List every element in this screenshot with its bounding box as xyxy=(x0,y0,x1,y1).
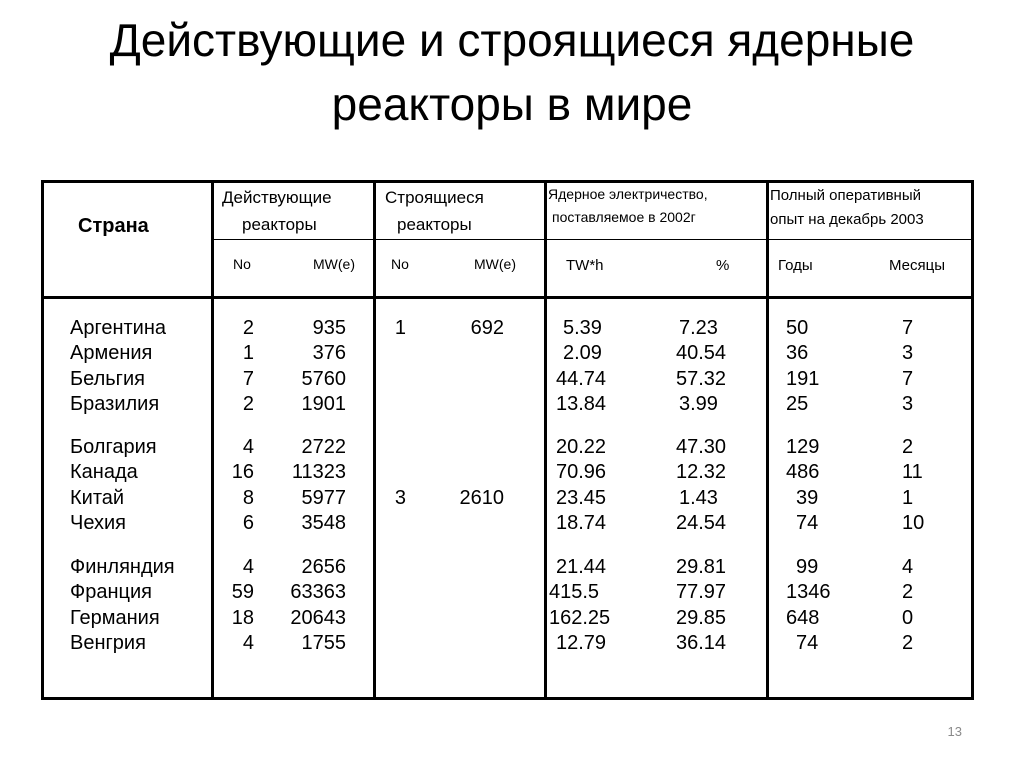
cell-country: Бразилия xyxy=(70,393,160,415)
subheader-op-no: No xyxy=(233,256,251,272)
cell-months: 4 xyxy=(902,556,914,578)
header-electricity-line1: Ядерное электричество, xyxy=(548,186,708,202)
cell-op-mw: 1755 xyxy=(301,632,346,654)
cell-twh: 13.84 xyxy=(556,393,607,415)
cell-twh: 44.74 xyxy=(556,368,607,390)
subheader-months: Месяцы xyxy=(889,257,946,274)
cell-country: Венгрия xyxy=(70,632,146,654)
cell-country: Германия xyxy=(70,607,160,629)
cell-pct: 12.32 xyxy=(676,461,727,483)
cell-op-mw: 2722 xyxy=(301,436,346,458)
cell-op-no: 18 xyxy=(231,607,254,629)
header-electricity-line2: поставляемое в 2002г xyxy=(552,209,696,225)
header-experience-line2: опыт на декабрь 2003 xyxy=(770,211,924,228)
cell-b-mw: 692 xyxy=(470,317,504,339)
header-operating-line2: реакторы xyxy=(242,215,317,234)
cell-op-mw: 11323 xyxy=(291,461,346,483)
slide-title xyxy=(0,8,1024,136)
cell-op-mw: 2656 xyxy=(301,556,346,578)
column-divider xyxy=(766,180,769,700)
cell-twh: 20.22 xyxy=(556,436,607,458)
cell-years: 25 xyxy=(786,393,809,415)
cell-pct: 36.14 xyxy=(676,632,727,654)
cell-op-no: 2 xyxy=(242,317,254,339)
cell-twh: 415.5 xyxy=(549,581,600,603)
cell-months: 0 xyxy=(902,607,914,629)
cell-months: 11 xyxy=(902,461,923,483)
cell-twh: 12.79 xyxy=(556,632,607,654)
cell-pct: 24.54 xyxy=(676,512,727,534)
cell-pct: 77.97 xyxy=(676,581,727,603)
cell-pct: 7.23 xyxy=(679,317,718,339)
cell-op-no: 59 xyxy=(231,581,254,603)
cell-country: Болгария xyxy=(70,436,157,458)
cell-pct: 3.99 xyxy=(679,393,718,415)
subheader-years: Годы xyxy=(778,257,813,274)
header-operating-line1: Действующие xyxy=(222,188,332,207)
cell-op-mw: 5977 xyxy=(301,487,346,509)
cell-years: 486 xyxy=(786,461,820,483)
cell-op-no: 4 xyxy=(242,556,254,578)
cell-pct: 29.85 xyxy=(676,607,727,629)
subheader-b-no: No xyxy=(391,256,409,272)
header-divider xyxy=(41,296,974,299)
cell-pct: 29.81 xyxy=(676,556,727,578)
subheader-twh: TW*h xyxy=(566,257,604,274)
cell-country: Канада xyxy=(70,461,138,483)
cell-months: 3 xyxy=(902,342,914,364)
subheader-pct: % xyxy=(716,257,730,274)
header-country: Страна xyxy=(78,215,149,237)
cell-country: Армения xyxy=(70,342,153,364)
cell-twh: 70.96 xyxy=(556,461,607,483)
cell-months: 1 xyxy=(902,487,914,509)
cell-country: Аргентина xyxy=(70,317,166,339)
column-divider xyxy=(373,180,376,700)
cell-years: 99 xyxy=(796,556,819,578)
page-number: 13 xyxy=(947,724,962,739)
cell-op-no: 4 xyxy=(242,436,254,458)
subheader-divider xyxy=(212,239,974,240)
subheader-b-mw: MW(e) xyxy=(474,256,516,272)
cell-b-no: 1 xyxy=(394,317,406,339)
cell-op-no: 8 xyxy=(242,487,254,509)
cell-months: 7 xyxy=(902,368,914,390)
cell-country: Китай xyxy=(70,487,125,509)
cell-pct: 40.54 xyxy=(676,342,727,364)
cell-op-mw: 376 xyxy=(312,342,346,364)
cell-op-mw: 935 xyxy=(312,317,346,339)
cell-op-no: 7 xyxy=(242,368,254,390)
cell-pct: 57.32 xyxy=(676,368,727,390)
cell-op-no: 2 xyxy=(242,393,254,415)
cell-months: 3 xyxy=(902,393,914,415)
cell-months: 10 xyxy=(902,512,925,534)
column-divider xyxy=(544,180,547,700)
cell-years: 50 xyxy=(786,317,809,339)
cell-op-mw: 5760 xyxy=(301,368,346,390)
cell-op-mw: 3548 xyxy=(301,512,346,534)
title-line-2: реакторы в мире xyxy=(331,78,693,130)
cell-twh: 23.45 xyxy=(556,487,607,509)
cell-years: 191 xyxy=(786,368,820,390)
cell-years: 129 xyxy=(786,436,820,458)
cell-country: Финляндия xyxy=(70,556,175,578)
cell-twh: 2.09 xyxy=(563,342,602,364)
cell-twh: 5.39 xyxy=(563,317,602,339)
cell-twh: 18.74 xyxy=(556,512,607,534)
subheader-op-mw: MW(e) xyxy=(313,256,355,272)
cell-op-no: 16 xyxy=(231,461,254,483)
cell-months: 2 xyxy=(902,436,914,458)
cell-b-mw: 2610 xyxy=(459,487,504,509)
cell-years: 74 xyxy=(796,512,819,534)
cell-years: 648 xyxy=(786,607,820,629)
cell-b-no: 3 xyxy=(394,487,406,509)
cell-years: 74 xyxy=(796,632,819,654)
cell-years: 1346 xyxy=(786,581,831,603)
cell-country: Бельгия xyxy=(70,368,145,390)
cell-pct: 47.30 xyxy=(676,436,727,458)
cell-op-mw: 1901 xyxy=(301,393,346,415)
title-line-1: Действующие и строящиеся ядерные xyxy=(109,14,915,66)
cell-years: 39 xyxy=(796,487,819,509)
cell-pct: 1.43 xyxy=(679,487,718,509)
cell-years: 36 xyxy=(786,342,809,364)
cell-twh: 162.25 xyxy=(549,607,611,629)
cell-op-no: 4 xyxy=(242,632,254,654)
cell-months: 2 xyxy=(902,632,914,654)
cell-months: 7 xyxy=(902,317,914,339)
cell-op-mw: 20643 xyxy=(290,607,346,629)
header-building-line1: Строящиеся xyxy=(385,188,484,207)
cell-twh: 21.44 xyxy=(556,556,607,578)
cell-op-no: 6 xyxy=(242,512,254,534)
cell-country: Франция xyxy=(70,581,152,603)
cell-months: 2 xyxy=(902,581,914,603)
cell-op-no: 1 xyxy=(242,342,254,364)
cell-country: Чехия xyxy=(70,512,127,534)
cell-op-mw: 63363 xyxy=(290,581,346,603)
header-building-line2: реакторы xyxy=(397,215,472,234)
header-experience-line1: Полный оперативный xyxy=(770,187,921,204)
